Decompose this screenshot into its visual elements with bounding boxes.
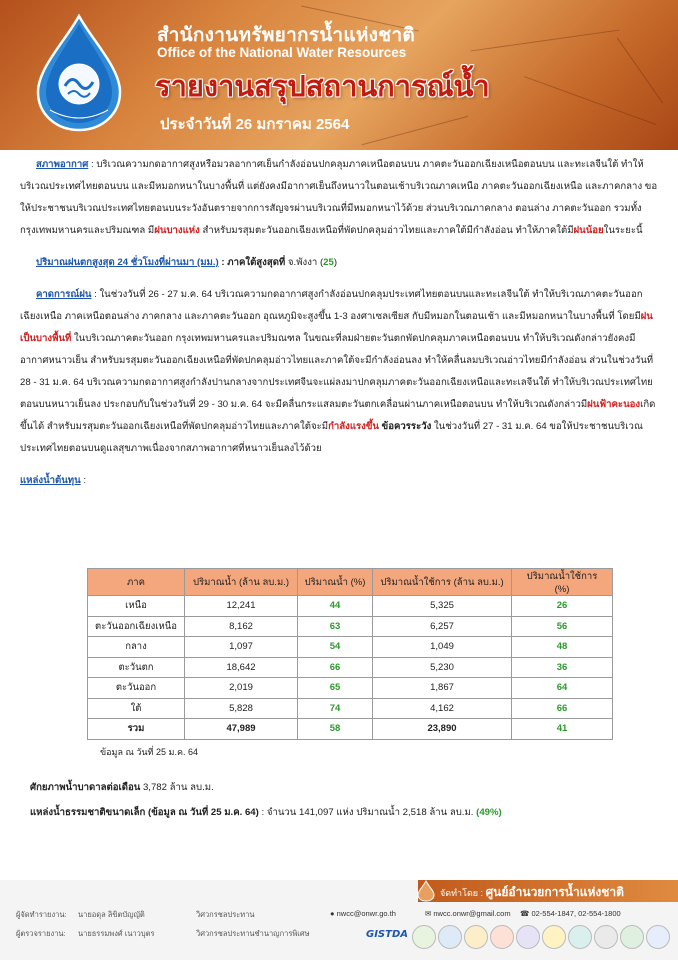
table-row	[88, 678, 613, 699]
report-date: ประจำวันที่ 26 มกราคม 2564	[160, 116, 350, 133]
water-source-heading	[20, 470, 660, 492]
groundwater-potential	[30, 780, 214, 795]
paren: )	[333, 257, 338, 268]
forecast-text: ในบริเวณภาคตะวันออก กรุงเทพมหานครและปริมณฑล ในขณะที่ลมฝ่ายตะวันตกพัดปกคลุมภาคเหนือตอนบน ทำให้บริเวณดังกล่าวยังคงมีอากาศหนาวเย็น สำหรับมรสุมตะวันออกเฉียงเหนือที่พัดปกคลุมอ่าวไทยและภาคใต้จะมีกำลังอ่อนลง ทำให้คลื่นลมบริเวณอ่าวไทยมีกำลังอ่อน ส่วนในช่วงวันที่ 28 - 31 ม.ค. 64 บริเวณความกดอากาศสูงกำลังปานกลางจากประเทศจีนจะแผ่ลงมาปกคลุมภาคตะวันออกเฉียงเหนือและทะเลจีนใต้ ทำให้บริเวณประเทศไทยตอนบนหนาวเย็นลง ประกอบกับในช่วงวันที่ 29 - 30 ม.ค. 64 จะมีคลื่นกระแสลมตะวันตกเคลื่อนผ่านภาคเหนือตอนบน ทำให้บริเวณดังกล่าวมี	[20, 333, 654, 410]
partner-logo-icon	[412, 925, 436, 949]
partner-logo-icon	[516, 925, 540, 949]
organization-name-english: Office of the National Water Resources	[157, 45, 407, 60]
table-cell: 1,867	[373, 678, 512, 699]
report-title: รายงานสรุปสถานการณ์น้ำ	[155, 71, 490, 103]
table-cell: 1,049	[373, 637, 512, 658]
forecast-text: ในช่วงวันที่ 27 - 31 ม.ค. 64 ขอให้ประชาชนบริเวณประเทศไทยตอนบนดูแลสุขภาพเนื่องจากสภาพอากาศที่หนาวเย็นลงไว้ด้วย	[20, 421, 643, 454]
globe-icon: ●	[330, 909, 337, 918]
groundwater-value: 3,782 ล้าน ลบ.ม.	[140, 782, 214, 793]
mail-icon: ✉	[425, 909, 434, 918]
partner-logo-icon	[620, 925, 644, 949]
prepared-by-role: วิศวกรชลประทาน	[196, 910, 255, 919]
table-cell: ใต้	[88, 698, 185, 719]
table-row	[88, 698, 613, 719]
table-cell: 56	[512, 616, 613, 637]
email-2: nwcc.onwr@gmail.com	[433, 909, 511, 918]
checked-by-label: ผู้ตรวจรายงาน:	[16, 929, 66, 938]
checked-by-name: นายธรรมพงศ์ เนาวบุตร	[78, 929, 155, 938]
small-sources-text: : จำนวน 141,097 แห่ง ปริมาณน้ำ 2,518 ล้าน ลบ.ม.	[258, 807, 477, 818]
forecast-highlight: กำลังแรงขึ้น	[328, 421, 379, 432]
small-sources-percent: (49%)	[476, 807, 502, 818]
table-cell: กลาง	[88, 637, 185, 658]
table-cell: ตะวันออกเฉียงเหนือ	[88, 616, 185, 637]
table-cell: 66	[512, 698, 613, 719]
weather-label: สภาพอากาศ	[36, 159, 89, 170]
weather-highlight: ฝนน้อย	[573, 225, 604, 236]
column-header: ภาค	[88, 569, 185, 596]
groundwater-label: ศักยภาพน้ำบาดาลต่อเดือน	[30, 782, 141, 793]
column-header: ปริมาณน้ำ (ล้าน ลบ.ม.)	[185, 569, 298, 596]
partner-logo-icon	[568, 925, 592, 949]
partner-logo-icon	[438, 925, 462, 949]
table-cell: 6,257	[373, 616, 512, 637]
email-contact-2	[425, 909, 511, 918]
forecast-highlight: ฝนฟ้าคะนอง	[587, 399, 641, 410]
weather-text: : บริเวณความกดอากาศสูงหรือมวลอากาศเย็นกำลังอ่อนปกคลุมภาคเหนือตอนบน ภาคตะวันออกเฉียงเหนือตอนบน และทะเลจีนใต้ ทำให้บริเวณประเทศไทยตอนบน และมีหมอกหนาในบางพื้นที่ แต่ยังคงมีอากาศเย็นถึงหนาวในตอนเช้าบริเวณภาคเหนือ ภาคตะวันออกเฉียงเหนือ และภาคกลาง ขอให้ประชาชนบริเวณประเทศไทยตอนบนระวังอันตรายจากการสัญจรผ่านบริเวณที่มีหมอกหนาไว้ด้วย ส่วนบริเวณภาคกลาง ตอนล่าง ภาคตะวันออก รวมทั้งกรุงเทพมหานครและปริมณฑล มี	[20, 159, 658, 236]
table-row	[88, 596, 613, 617]
forecast-highlight: ฝนเป็นบางพื้นที่	[20, 311, 653, 344]
max-rain-place: จ.พังงา (	[285, 257, 324, 268]
table-cell: 58	[298, 719, 373, 740]
table-row	[88, 616, 613, 637]
forecast-paragraph	[20, 284, 660, 460]
onwr-logo-icon	[30, 14, 128, 132]
email-1: nwcc@onwr.go.th	[336, 909, 396, 918]
water-source-table	[87, 568, 613, 740]
column-header: ปริมาณน้ำใช้การ (ล้าน ลบ.ม.)	[373, 569, 512, 596]
table-cell: 47,989	[185, 719, 298, 740]
partner-logo-icon	[646, 925, 670, 949]
table-cell: 64	[512, 678, 613, 699]
table-cell: 44	[298, 596, 373, 617]
footer-center-name	[440, 883, 624, 902]
table-note: ข้อมูล ณ วันที่ 25 ม.ค. 64	[100, 747, 198, 757]
colon: :	[80, 475, 87, 486]
max-rain-value: 25	[323, 257, 334, 268]
table-cell: 41	[512, 719, 613, 740]
table-cell: 36	[512, 657, 613, 678]
table-cell: 12,241	[185, 596, 298, 617]
partner-logos	[366, 925, 671, 951]
table-cell: ตะวันออก	[88, 678, 185, 699]
table-cell: รวม	[88, 719, 185, 740]
table-total-row	[88, 719, 613, 740]
column-header: ปริมาณน้ำใช้การ (%)	[512, 569, 613, 596]
table-cell: 74	[298, 698, 373, 719]
forecast-caution: ข้อควรระวัง	[378, 421, 432, 432]
forecast-text: เกิดขึ้นได้ สำหรับมรสุมตะวันออกเฉียงเหนือที่พัดปกคลุมอ่าวไทยและภาคใต้จะมี	[20, 399, 656, 432]
email-contact-1	[330, 909, 396, 918]
table-cell: เหนือ	[88, 596, 185, 617]
forecast-text: : ในช่วงวันที่ 26 - 27 ม.ค. 64 บริเวณความกดอากาศสูงกำลังอ่อนปกคลุมประเทศไทยตอนบนและทะเลจีนใต้ ทำให้บริเวณภาคตะวันออกเฉียงเหนือ ภาคเหนือตอนล่าง ภาคกลาง และภาคตะวันออก อุณหภูมิจะสูงขึ้น 1-3 องศาเซลเซียส กับมีหมอกในตอนเช้า และมีหมอกหนาในบางพื้นที่ โดยมี	[20, 289, 643, 322]
table-cell: 18,642	[185, 657, 298, 678]
table-cell: ตะวันตก	[88, 657, 185, 678]
table-cell: 66	[298, 657, 373, 678]
table-row	[88, 637, 613, 658]
water-source-label: แหล่งน้ำต้นทุน	[20, 475, 81, 486]
max-rain-label: ปริมาณฝนตกสูงสุด 24 ชั่วโมงที่ผ่านมา (มม.)	[36, 257, 219, 268]
table-cell: 4,162	[373, 698, 512, 719]
table-cell: 54	[298, 637, 373, 658]
table-cell: 5,230	[373, 657, 512, 678]
report-header	[0, 0, 678, 150]
gistda-logo: GISTDA	[366, 929, 408, 940]
weather-paragraph	[20, 154, 660, 242]
partner-logo-icon	[542, 925, 566, 949]
table-cell: 2,019	[185, 678, 298, 699]
table-cell: 23,890	[373, 719, 512, 740]
table-cell: 1,097	[185, 637, 298, 658]
organization-name-thai: สำนักงานทรัพยากรน้ำแห่งชาติ	[157, 25, 416, 46]
max-rain-region: : ภาคใต้สูงสุดที่	[218, 257, 286, 268]
report-body	[20, 154, 660, 502]
forecast-label: คาดการณ์ฝน	[36, 289, 92, 300]
table-cell: 65	[298, 678, 373, 699]
table-cell: 48	[512, 637, 613, 658]
weather-text: สำหรับมรสุมตะวันออกเฉียงเหนือที่พัดปกคลุมอ่าวไทยและภาคใต้มีกำลังอ่อน ทำให้ภาคใต้มี	[199, 225, 574, 236]
checked-by-role: วิศวกรชลประทานชำนาญการพิเศษ	[196, 929, 310, 938]
column-header: ปริมาณน้ำ (%)	[298, 569, 373, 596]
weather-highlight: ฝนบางแห่ง	[154, 225, 200, 236]
prepared-by-name: นายอดุล ลิขิตบัญญัติ	[78, 910, 145, 919]
table-cell: 63	[298, 616, 373, 637]
weather-text: ในระยะนี้	[603, 225, 643, 236]
prepared-by-label: ผู้จัดทำรายงาน:	[16, 910, 67, 919]
phone-contact	[520, 909, 621, 918]
max-rain-paragraph	[20, 252, 660, 274]
table-cell: 26	[512, 596, 613, 617]
partner-logo-icon	[464, 925, 488, 949]
partner-logo-icon	[490, 925, 514, 949]
table-cell: 8,162	[185, 616, 298, 637]
table-header-row	[88, 569, 613, 596]
small-sources-label: แหล่งน้ำธรรมชาติขนาดเล็ก (ข้อมูล ณ วันที่ 25 ม.ค. 64)	[30, 807, 259, 818]
partner-logo-icon	[594, 925, 618, 949]
center-name: ศูนย์อำนวยการน้ำแห่งชาติ	[485, 885, 624, 899]
phone-icon: ☎	[520, 909, 532, 918]
table-cell: 5,828	[185, 698, 298, 719]
small-sources	[30, 805, 502, 820]
water-drop-icon	[414, 880, 438, 902]
footer-by: จัดทำโดย :	[440, 888, 486, 898]
table-row	[88, 657, 613, 678]
table-cell: 5,325	[373, 596, 512, 617]
phone: 02-554-1847, 02-554-1800	[531, 909, 621, 918]
